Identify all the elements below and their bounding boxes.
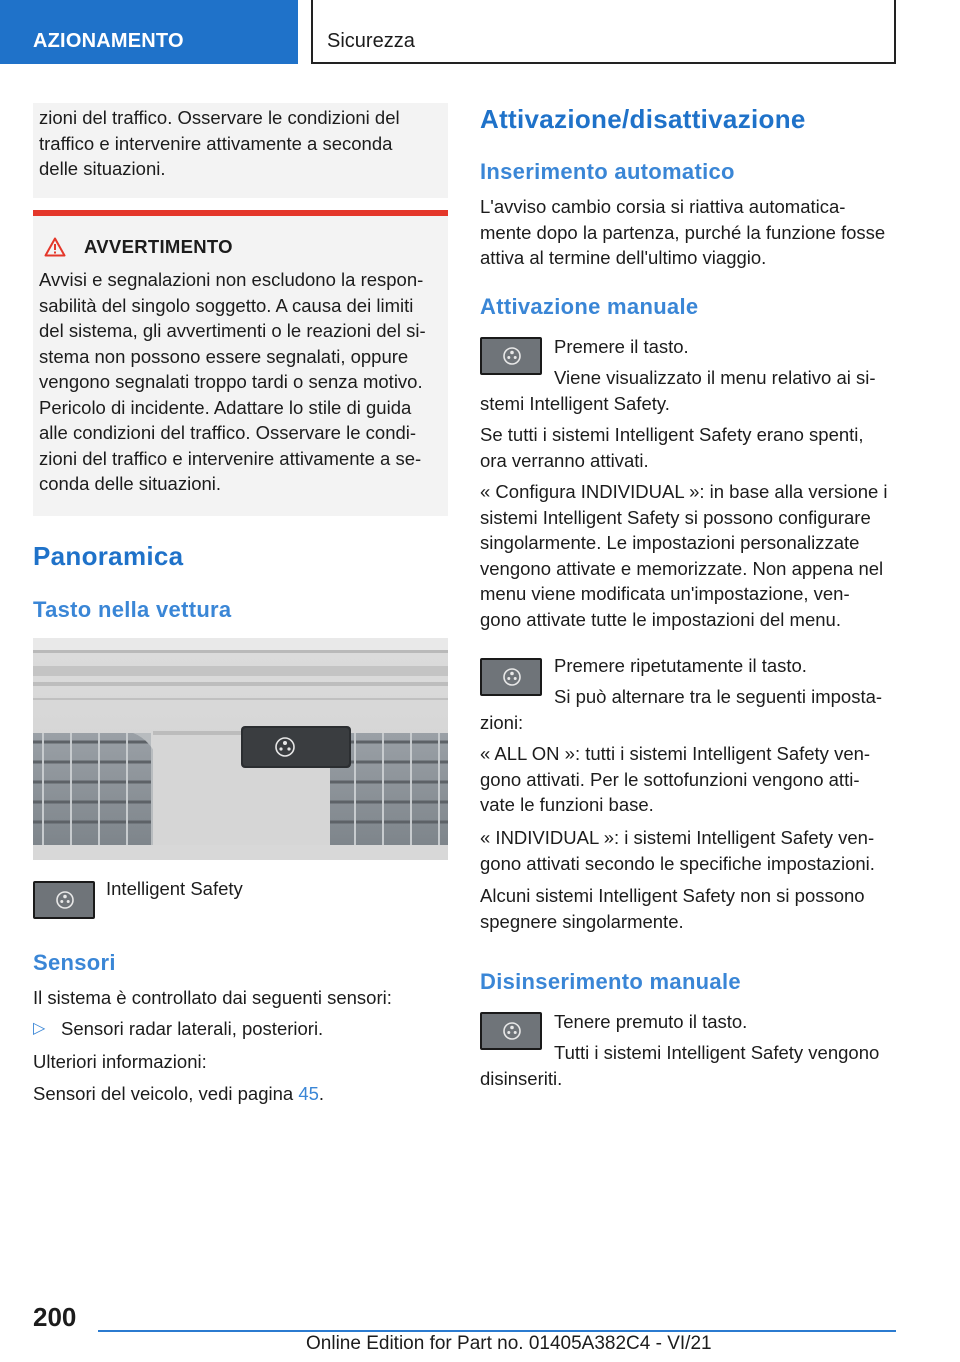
- warning-line: zioni del traffico e intervenire attivamente a se-: [39, 447, 422, 469]
- ulteriori-text: Ulteriori informazioni:: [33, 1051, 207, 1072]
- auto-line: mente dopo la partenza, purché la funzione fosse: [480, 221, 886, 243]
- auto-line: L'avviso cambio corsia si riattiva automatica-: [480, 196, 846, 217]
- heading-sensori: Sensori: [33, 950, 116, 975]
- manual-line: ora verranno attivati.: [480, 449, 649, 471]
- heading-panoramica: Panoramica: [33, 541, 184, 571]
- alcuni-line: spegnere singolarmente.: [480, 910, 684, 932]
- warning-text: [39, 267, 444, 497]
- note-line: traffico e intervenire attivamente a seconda: [39, 132, 393, 154]
- configure-line: menu viene modificata un'impostazione, ven-: [480, 583, 850, 604]
- configure-line: vengono attivate e memorizzate. Non appena nel: [480, 557, 884, 579]
- reference-end: .: [318, 1083, 325, 1104]
- warning-line: sabilità del singolo soggetto. A causa dei limiti: [39, 294, 414, 316]
- alcuni-line: Alcuni sistemi Intelligent Safety non si possono: [480, 885, 865, 906]
- manual-step1: Premere il tasto.: [554, 336, 689, 357]
- warning-line: alle condizioni del traffico. Osservare le condi-: [39, 422, 417, 443]
- manual-line: Se tutti i sistemi Intelligent Safety erano spenti,: [480, 424, 864, 445]
- off-step1: Tenere premuto il tasto.: [554, 1011, 748, 1032]
- repeat-step2b: zioni:: [480, 712, 524, 733]
- page-link[interactable]: 45: [298, 1083, 319, 1104]
- configure-paragraph: [480, 479, 898, 632]
- configure-line: gono attivate tutte le impostazioni del menu.: [480, 608, 841, 630]
- warning-line: vengono segnalati troppo tardi o senza motivo.: [39, 371, 423, 392]
- off-step2a: Tutti i sistemi Intelligent Safety vengono: [554, 1042, 880, 1063]
- manual-step2b: stemi Intelligent Safety.: [480, 393, 670, 414]
- configure-line: sistemi Intelligent Safety si possono configurare: [480, 506, 871, 528]
- heading-manual: Attivazione manuale: [480, 294, 699, 319]
- intelligent-safety-button-icon: [33, 881, 95, 919]
- warning-line: stema non possono essere segnalati, oppure: [39, 345, 409, 367]
- auto-line: attiva al termine dell'ultimo viaggio.: [480, 247, 767, 268]
- allon-paragraph: [480, 741, 898, 818]
- intelligent-safety-button-icon: [480, 658, 542, 696]
- alcuni-paragraph: [480, 883, 898, 934]
- triangle-bullet-icon: ▷: [33, 1020, 46, 1037]
- warning-title: AVVERTIMENTO: [84, 236, 233, 257]
- heading-attivazione: Attivazione/disattivazione: [480, 104, 806, 134]
- footer-rule: [98, 1330, 896, 1332]
- note-box-continued: [33, 103, 448, 198]
- reference-line: [33, 1081, 324, 1107]
- note-line: delle situazioni.: [39, 158, 166, 179]
- configure-line: « Configura INDIVIDUAL »: in base alla versione i: [480, 481, 888, 502]
- section-title: AZIONAMENTO: [33, 30, 184, 52]
- bullet-text: Sensori radar laterali, posteriori.: [61, 1018, 324, 1039]
- button-caption: Intelligent Safety: [106, 878, 243, 899]
- configure-line: singolarmente. Le impostazioni personalizzate: [480, 532, 860, 553]
- topic-title: Sicurezza: [327, 30, 415, 52]
- reference-text: Sensori del veicolo, vedi pagina: [33, 1083, 299, 1104]
- allon-line: vate le funzioni base.: [480, 794, 654, 815]
- heading-tasto: Tasto nella vettura: [33, 597, 232, 622]
- list-item: [33, 1016, 323, 1042]
- repeat-step2a: Si può alternare tra le seguenti imposta-: [554, 686, 883, 707]
- header-section-tab: [0, 0, 298, 64]
- warning-line: del sistema, gli avvertimenti o le reazioni del si-: [39, 320, 426, 341]
- individual-line: « INDIVIDUAL »: i sistemi Intelligent Safety ven-: [480, 827, 875, 848]
- heading-off: Disinserimento manuale: [480, 969, 741, 994]
- car-button-photo: [33, 638, 448, 860]
- allon-line: « ALL ON »: tutti i sistemi Intelligent Safety ven-: [480, 743, 871, 764]
- page-number: 200: [33, 1302, 77, 1332]
- sensori-text: Il sistema è controllato dai seguenti sensori:: [33, 987, 392, 1008]
- auto-text: [480, 194, 898, 271]
- edition-text: Online Edition for Part no. 01405A382C4 - VI/21: [306, 1333, 712, 1354]
- intelligent-safety-button-icon: [480, 337, 542, 375]
- warning-line: Pericolo di incidente. Adattare lo stile di guida: [39, 396, 412, 418]
- repeat-step1: Premere ripetutamente il tasto.: [554, 655, 807, 676]
- allon-line: gono attivati. Per le sottofunzioni vengono atti-: [480, 768, 860, 790]
- warning-header: [44, 236, 233, 258]
- warning-triangle-icon: [44, 237, 66, 257]
- intelligent-safety-button-icon: [480, 1012, 542, 1050]
- manual-paragraph: [480, 422, 898, 473]
- note-line: zioni del traffico. Osservare le condizioni del: [39, 107, 400, 128]
- individual-paragraph: [480, 825, 898, 876]
- off-step2b: disinseriti.: [480, 1068, 563, 1089]
- warning-line: Avvisi e segnalazioni non escludono la respon-: [39, 269, 424, 290]
- manual-step2a: Viene visualizzato il menu relativo ai si-: [554, 367, 876, 388]
- heading-auto: Inserimento automatico: [480, 159, 735, 184]
- warning-line: conda delle situazioni.: [39, 473, 222, 494]
- individual-line: gono attivati secondo le specifiche impostazioni.: [480, 852, 875, 874]
- header-topic-tab: [311, 0, 896, 64]
